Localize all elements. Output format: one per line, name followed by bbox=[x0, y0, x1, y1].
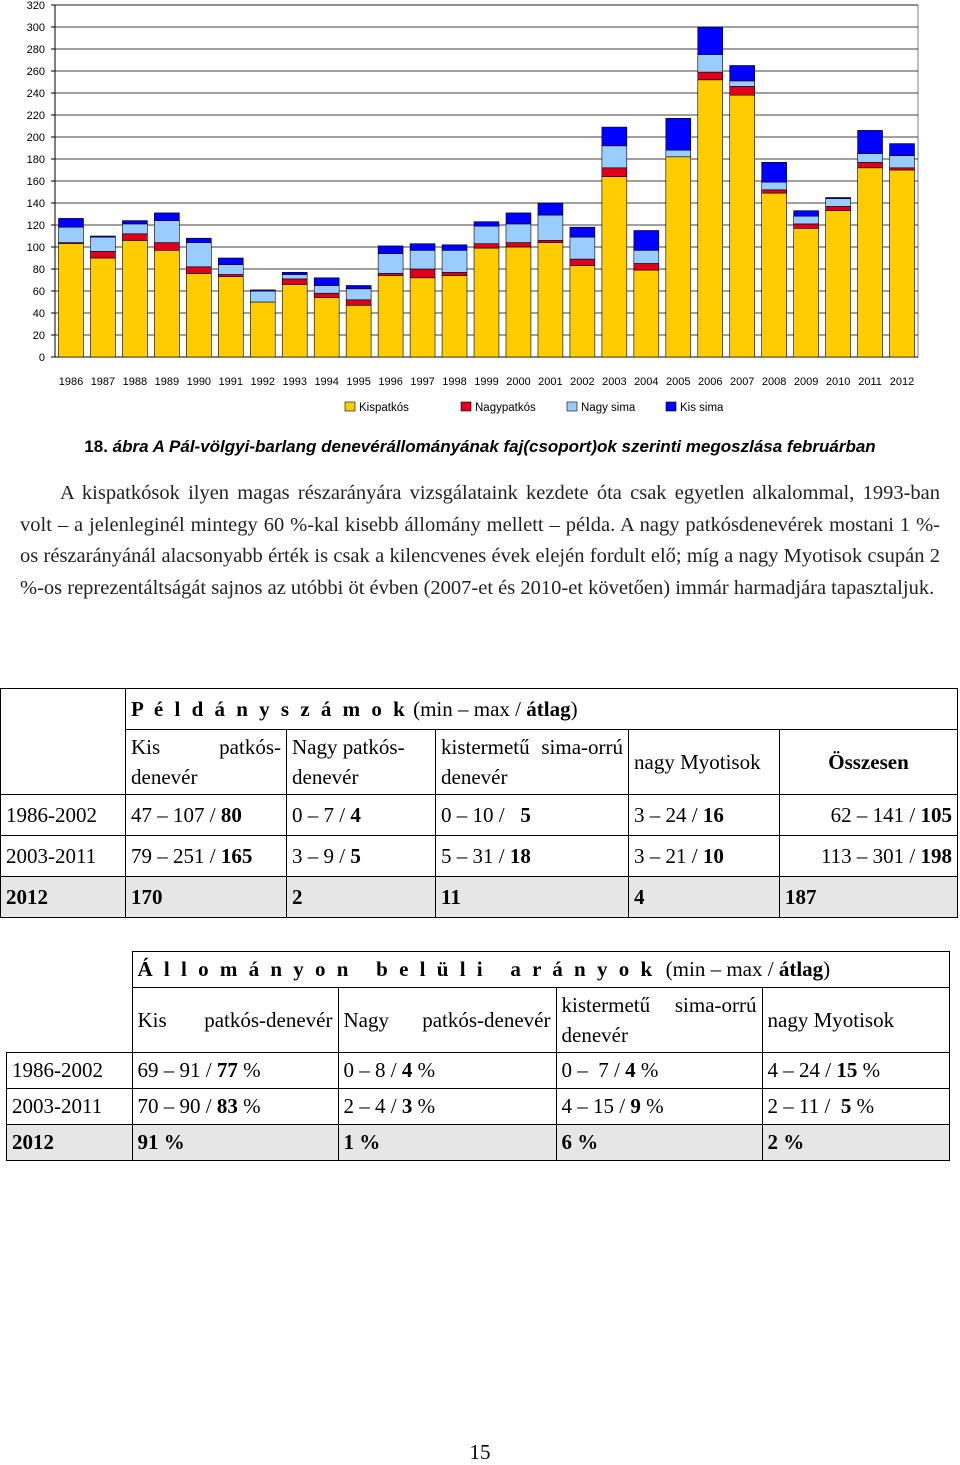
bar-segment bbox=[762, 193, 787, 357]
t2-title-rest: (min – max / bbox=[655, 957, 779, 981]
bar-segment bbox=[570, 227, 595, 237]
bar-segment bbox=[730, 86, 755, 95]
bar-segment bbox=[314, 298, 339, 357]
t2-cell: 1 % bbox=[338, 1125, 556, 1161]
x-tick-label: 2007 bbox=[729, 376, 755, 388]
t1-cell: 3 – 24 / 16 bbox=[629, 795, 780, 836]
bar-segment bbox=[282, 272, 307, 274]
bar-segment bbox=[250, 290, 275, 291]
bar-segment bbox=[154, 213, 179, 221]
bar-segment bbox=[570, 266, 595, 357]
t1-cell: 187 bbox=[780, 877, 958, 918]
t2-cell: 2 – 4 / 3 % bbox=[338, 1089, 556, 1125]
x-tick-label: 2010 bbox=[825, 376, 851, 388]
bar-segment bbox=[762, 182, 787, 190]
bar-segment bbox=[122, 221, 147, 224]
t2-col-nagy-patkos: Nagy patkós-denevér bbox=[338, 988, 556, 1053]
bar-segment bbox=[346, 289, 371, 300]
bar-segment bbox=[474, 226, 499, 244]
bar-segment bbox=[346, 300, 371, 306]
bar-segment bbox=[826, 198, 851, 199]
bar-segment bbox=[666, 157, 691, 357]
y-tick-label: 280 bbox=[26, 44, 45, 56]
x-tick-label: 2011 bbox=[858, 376, 882, 388]
x-tick-label: 2001 bbox=[538, 376, 563, 388]
t1-col-kis-patkos: Kis patkós-denevér bbox=[126, 730, 287, 795]
t1-cell: 0 – 7 / 4 bbox=[287, 795, 436, 836]
table-row bbox=[7, 1125, 950, 1161]
bar-segment bbox=[666, 118, 691, 150]
t1-cell: 0 – 10 / 5 bbox=[436, 795, 629, 836]
bar-segment bbox=[250, 302, 275, 357]
bar-segment bbox=[218, 277, 243, 357]
t2-cell: 4 – 24 / 15 % bbox=[762, 1053, 950, 1089]
legend-swatch bbox=[567, 402, 577, 411]
bar-segment bbox=[186, 267, 211, 274]
y-tick-label: 40 bbox=[32, 308, 45, 320]
y-tick-label: 160 bbox=[26, 176, 45, 188]
x-tick-label: 2008 bbox=[761, 376, 787, 388]
bar-segment bbox=[410, 250, 435, 269]
bar-segment bbox=[730, 66, 755, 81]
bar-segment bbox=[506, 213, 531, 224]
bar-segment bbox=[282, 275, 307, 279]
bar-segment bbox=[410, 244, 435, 251]
x-tick-label: 1988 bbox=[122, 376, 148, 388]
caption-number: 18. bbox=[84, 437, 108, 456]
x-tick-label: 2004 bbox=[634, 376, 659, 388]
x-tick-label: 1990 bbox=[186, 376, 212, 388]
bar-segment bbox=[762, 162, 787, 182]
t1-period: 1986-2002 bbox=[1, 795, 126, 836]
bar-segment bbox=[698, 72, 723, 80]
bar-segment bbox=[730, 95, 755, 357]
bar-segment bbox=[890, 168, 915, 170]
bar-segment bbox=[858, 162, 883, 168]
bar-segment bbox=[90, 237, 115, 251]
t2-corner-cell bbox=[7, 952, 133, 1053]
t1-cell: 113 – 301 / 198 bbox=[780, 836, 958, 877]
bar-segment bbox=[250, 291, 275, 302]
bar-segment bbox=[826, 211, 851, 357]
y-tick-label: 60 bbox=[32, 286, 45, 298]
y-tick-label: 20 bbox=[32, 330, 45, 342]
bar-segment bbox=[538, 215, 563, 240]
bar-segment bbox=[218, 265, 243, 275]
bar-segment bbox=[890, 144, 915, 156]
bar-segment bbox=[90, 251, 115, 258]
legend-label: Kis sima bbox=[680, 402, 724, 414]
bar-segment bbox=[282, 279, 307, 285]
x-tick-label: 2006 bbox=[697, 376, 723, 388]
t2-cell: 4 – 15 / 9 % bbox=[556, 1089, 762, 1125]
x-tick-label: 1999 bbox=[474, 376, 499, 388]
bar-segment bbox=[90, 236, 115, 237]
bar-segment bbox=[314, 286, 339, 294]
t1-col-osszesen: Összesen bbox=[780, 730, 958, 795]
x-tick-label: 1996 bbox=[378, 376, 403, 388]
y-tick-label: 220 bbox=[26, 110, 45, 122]
bar-segment bbox=[314, 293, 339, 297]
bar-segment bbox=[858, 168, 883, 357]
x-tick-label: 1989 bbox=[154, 376, 180, 388]
y-tick-label: 180 bbox=[26, 154, 45, 166]
t1-cell: 3 – 21 / 10 bbox=[629, 836, 780, 877]
bar-segment bbox=[602, 146, 627, 168]
t1-title-rest: (min – max / bbox=[407, 696, 527, 721]
t2-period: 2003-2011 bbox=[7, 1089, 133, 1125]
y-tick-label: 80 bbox=[32, 264, 45, 276]
t2-period: 1986-2002 bbox=[7, 1053, 133, 1089]
bar-segment bbox=[90, 258, 115, 357]
ratio-table bbox=[6, 951, 950, 1161]
table-row bbox=[7, 1089, 950, 1125]
bar-segment bbox=[442, 272, 467, 275]
bar-segment bbox=[122, 240, 147, 357]
x-tick-label: 2009 bbox=[793, 376, 819, 388]
bar-segment bbox=[890, 156, 915, 168]
stacked-bar-chart bbox=[0, 0, 960, 430]
table-row bbox=[7, 1053, 950, 1089]
bar-segment bbox=[794, 216, 819, 224]
table-row bbox=[1, 836, 958, 877]
t1-period: 2003-2011 bbox=[1, 836, 126, 877]
bar-segment bbox=[378, 246, 403, 254]
x-tick-label: 1995 bbox=[346, 376, 371, 388]
legend-swatch bbox=[666, 402, 676, 411]
bar-segment bbox=[538, 203, 563, 215]
bar-segment bbox=[186, 238, 211, 242]
legend-swatch bbox=[461, 402, 471, 411]
legend-swatch bbox=[345, 402, 355, 411]
t2-cell: 69 – 91 / 77 % bbox=[132, 1053, 338, 1089]
bar-segment bbox=[218, 258, 243, 265]
t1-title-cell bbox=[126, 689, 958, 730]
bar-segment bbox=[410, 269, 435, 278]
bar-segment bbox=[634, 231, 659, 251]
t1-corner-cell bbox=[1, 689, 126, 795]
t1-cell: 170 bbox=[126, 877, 287, 918]
t2-title-cell bbox=[132, 952, 950, 988]
bar-segment bbox=[474, 244, 499, 248]
bar-segment bbox=[666, 150, 691, 157]
bar-segment bbox=[794, 224, 819, 228]
bar-segment bbox=[378, 273, 403, 275]
x-tick-label: 1987 bbox=[90, 376, 116, 388]
t1-cell: 5 – 31 / 18 bbox=[436, 836, 629, 877]
t1-title-bold: P é l d á n y s z á m o k bbox=[131, 696, 408, 721]
t1-title-end: ) bbox=[570, 696, 578, 721]
x-tick-label: 2002 bbox=[570, 376, 595, 388]
bar-segment bbox=[59, 218, 84, 227]
bar-segment bbox=[794, 228, 819, 357]
bar-segment bbox=[378, 254, 403, 274]
t2-cell: 91 % bbox=[132, 1125, 338, 1161]
table-row bbox=[1, 877, 958, 918]
bar-segment bbox=[186, 273, 211, 357]
bar-segment bbox=[346, 286, 371, 289]
x-tick-label: 1993 bbox=[282, 376, 307, 388]
t1-cell: 47 – 107 / 80 bbox=[126, 795, 287, 836]
bar-segment bbox=[154, 221, 179, 243]
bar-segment bbox=[794, 211, 819, 217]
t1-col-nagy-myotisok: nagy Myotisok bbox=[629, 730, 780, 795]
t2-period: 2012 bbox=[7, 1125, 133, 1161]
t1-cell: 4 bbox=[629, 877, 780, 918]
bar-segment bbox=[346, 305, 371, 357]
y-tick-label: 260 bbox=[26, 66, 45, 78]
legend-label: Nagypatkós bbox=[475, 402, 536, 414]
t2-cell: 0 – 8 / 4 % bbox=[338, 1053, 556, 1089]
bar-segment bbox=[442, 250, 467, 272]
bar-segment bbox=[154, 243, 179, 251]
body-paragraph bbox=[20, 478, 940, 604]
table-row bbox=[1, 795, 958, 836]
t2-cell: 2 % bbox=[762, 1125, 950, 1161]
bar-segment bbox=[570, 237, 595, 259]
bar-segment bbox=[538, 243, 563, 357]
bar-segment bbox=[602, 168, 627, 177]
y-tick-label: 240 bbox=[26, 88, 45, 100]
bar-segment bbox=[474, 222, 499, 226]
t1-title-avg: átlag bbox=[526, 696, 571, 721]
bar-segment bbox=[858, 154, 883, 163]
bar-segment bbox=[122, 224, 147, 234]
t2-title-end: ) bbox=[823, 957, 831, 981]
bar-segment bbox=[442, 245, 467, 251]
t2-cell: 6 % bbox=[556, 1125, 762, 1161]
bar-segment bbox=[122, 234, 147, 241]
y-tick-label: 140 bbox=[26, 198, 45, 210]
t2-cell: 0 – 7 / 4 % bbox=[556, 1053, 762, 1089]
t1-col-nagy-patkos: Nagy patkós-denevér bbox=[287, 730, 436, 795]
t1-cell: 79 – 251 / 165 bbox=[126, 836, 287, 877]
y-tick-label: 100 bbox=[26, 242, 45, 254]
y-tick-label: 300 bbox=[26, 22, 45, 34]
x-tick-label: 2005 bbox=[666, 376, 691, 388]
bar-segment bbox=[506, 243, 531, 247]
bar-segment bbox=[730, 81, 755, 87]
t2-title-bold: Á l l o m á n y o n b e l ü l i a r á n y o k bbox=[137, 957, 656, 981]
bar-segment bbox=[602, 127, 627, 146]
bar-segment bbox=[762, 190, 787, 193]
bar-segment bbox=[698, 55, 723, 73]
bar-segment bbox=[634, 264, 659, 271]
t2-cell: 70 – 90 / 83 % bbox=[132, 1089, 338, 1125]
x-tick-label: 1986 bbox=[58, 376, 84, 388]
bar-segment bbox=[634, 250, 659, 263]
y-tick-label: 320 bbox=[26, 0, 45, 12]
paragraph-text: A kispatkósok ilyen magas részarányára vizsgálataink kezdete óta csak egyetlen alkalommal, 1993-ban volt – a jelenleginél mintegy 60 %-kal kisebb állomány mellett – példa. A nagy patkósdenevérek mostani 1 %-os részarányánál alacsonyabb érték is csak a kilencvenes évek elején fordult elő; míg a nagy Myotisok csupán 2 %-os reprezentáltságát sajnos az utóbbi öt évben (2007-et és 2010-et követően) immár harmadjára tapasztaljuk. bbox=[20, 482, 940, 599]
x-tick-label: 2003 bbox=[602, 376, 627, 388]
bar-segment bbox=[59, 227, 84, 242]
bar-segment bbox=[506, 247, 531, 357]
bar-segment bbox=[570, 259, 595, 266]
bar-segment bbox=[826, 206, 851, 210]
t2-col-kistermetu: kistermetű sima-orrú denevér bbox=[556, 988, 762, 1053]
legend-label: Nagy sima bbox=[581, 402, 636, 414]
bar-segment bbox=[282, 284, 307, 357]
caption-text: ábra A Pál-völgyi-barlang denevérállományának faj(csoport)ok szerinti megoszlása februárban bbox=[112, 437, 876, 456]
x-tick-label: 1994 bbox=[314, 376, 339, 388]
bar-segment bbox=[538, 240, 563, 242]
t1-cell: 62 – 141 / 105 bbox=[780, 795, 958, 836]
bar-segment bbox=[602, 177, 627, 357]
bar-segment bbox=[59, 244, 84, 357]
x-tick-label: 1997 bbox=[410, 376, 435, 388]
x-tick-label: 1992 bbox=[250, 376, 276, 388]
bar-segment bbox=[474, 248, 499, 357]
bar-segment bbox=[698, 80, 723, 357]
bar-segment bbox=[314, 278, 339, 286]
bar-segment bbox=[826, 199, 851, 207]
t1-period: 2012 bbox=[1, 877, 126, 918]
t1-cell: 11 bbox=[436, 877, 629, 918]
page-number: 15 bbox=[469, 1440, 491, 1464]
bar-segment bbox=[218, 275, 243, 277]
y-tick-label: 200 bbox=[26, 132, 45, 144]
t2-cell: 2 – 11 / 5 % bbox=[762, 1089, 950, 1125]
y-tick-label: 0 bbox=[38, 352, 45, 364]
bar-segment bbox=[154, 250, 179, 357]
specimen-count-table bbox=[0, 688, 958, 918]
y-tick-label: 120 bbox=[26, 220, 45, 232]
bar-segment bbox=[634, 270, 659, 357]
bar-segment bbox=[698, 27, 723, 55]
bar-segment bbox=[186, 243, 211, 267]
t1-cell: 3 – 9 / 5 bbox=[287, 836, 436, 877]
t1-cell: 2 bbox=[287, 877, 436, 918]
x-tick-label: 1998 bbox=[442, 376, 467, 388]
legend-label: Kispatkós bbox=[359, 402, 409, 414]
t2-title-avg: átlag bbox=[778, 957, 824, 981]
bar-segment bbox=[506, 224, 531, 243]
t2-col-nagy-myotisok: nagy Myotisok bbox=[762, 988, 950, 1053]
t1-col-kistermetu: kistermetű sima-orrú denevér bbox=[436, 730, 629, 795]
figure-caption bbox=[0, 437, 960, 457]
bar-segment bbox=[890, 170, 915, 357]
x-tick-label: 2012 bbox=[889, 376, 915, 388]
bar-segment bbox=[378, 276, 403, 357]
bar-segment bbox=[442, 276, 467, 357]
x-tick-label: 1991 bbox=[218, 376, 244, 388]
x-tick-label: 2000 bbox=[506, 376, 531, 388]
t2-col-kis-patkos: Kis patkós-denevér bbox=[132, 988, 338, 1053]
bar-segment bbox=[410, 278, 435, 357]
bar-segment bbox=[858, 130, 883, 153]
